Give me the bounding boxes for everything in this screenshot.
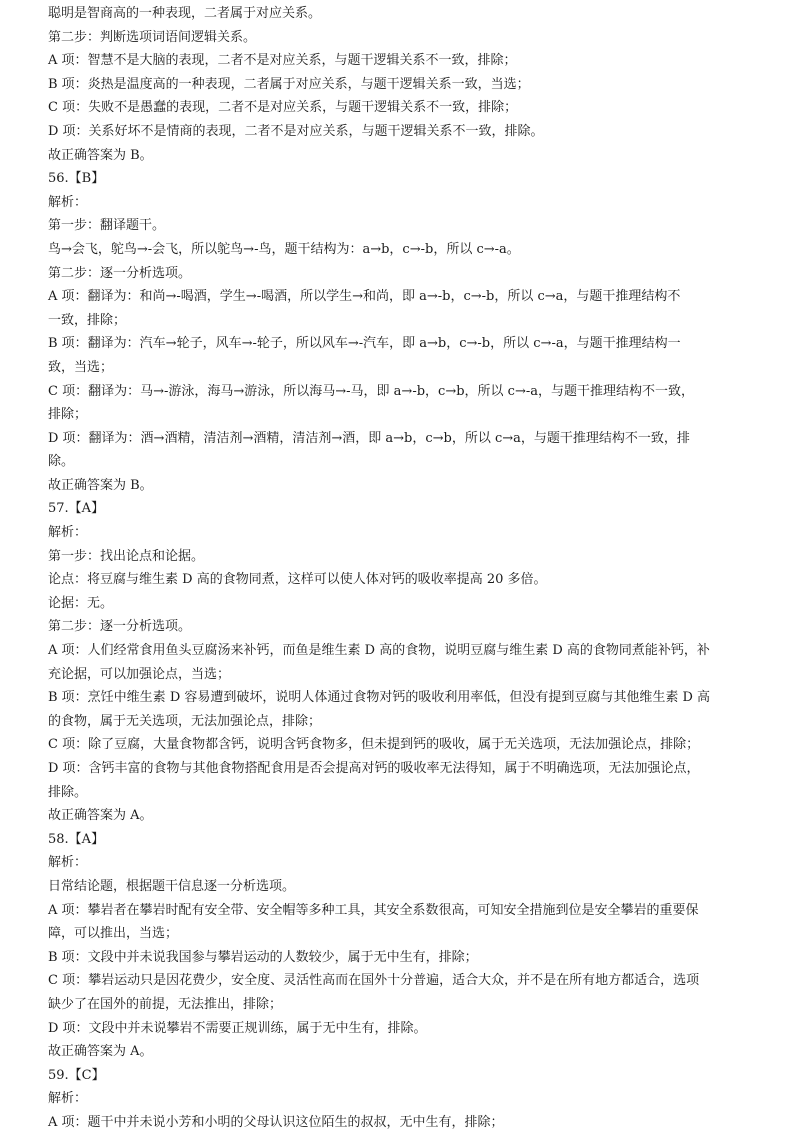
- option-a-continuation: 充论据，可以加强论点，当选；: [48, 666, 231, 682]
- answer-line: 故正确答案为 B。: [48, 147, 153, 163]
- option-c-line: C 项：翻译为：马→-游泳，海马→游泳，所以海马→-马，即 a→-b，c→b，所以 c→-a，与题干推理结构不一致，: [48, 383, 694, 399]
- text-line: 日常结论题，根据题干信息逐一分析选项。: [48, 878, 296, 894]
- option-b-line: B 项：烹饪中维生素 D 容易遭到破坏，说明人体通过食物对钙的吸收利用率低，但没有提到豆腐与其他维生素 D 高: [48, 690, 711, 706]
- text-line: 聪明是智商高的一种表现，二者属于对应关系。: [48, 6, 322, 21]
- option-a-line: A 项：翻译为：和尚→-喝酒，学生→-喝酒，所以学生→和尚，即 a→-b，c→-b，所以 c→a，与题干推理结构不: [48, 289, 681, 305]
- step-heading: 第二步：逐一分析选项。: [48, 619, 192, 635]
- option-a-continuation: 障，可以推出，当选；: [48, 926, 179, 942]
- option-d-line: D 项：含钙丰富的食物与其他食物搭配食用是否会提高对钙的吸收率无法得知，属于不明确选项，无法加强论点，: [48, 761, 700, 776]
- option-d-line: D 项：翻译为：酒→酒精，清洁剂→酒精，清洁剂→酒，即 a→b，c→b，所以 c→a，与题干推理结构不一致，排: [48, 430, 690, 446]
- answer-line: 故正确答案为 A。: [48, 1044, 153, 1060]
- step-heading: 第一步：翻译题干。: [48, 218, 166, 234]
- option-d-line: D 项：文段中并未说攀岩不需要正规训练，属于无中生有，排除。: [48, 1020, 427, 1036]
- option-d-continuation: 除。: [48, 454, 75, 470]
- option-a-line: A 项：人们经常食用鱼头豆腐汤来补钙，而鱼是维生素 D 高的食物，说明豆腐与维生素 D 高的食物同煮能补钙，补: [48, 643, 710, 659]
- answer-line: 故正确答案为 A。: [48, 808, 153, 824]
- option-b-continuation: 致，当选；: [48, 359, 114, 375]
- answer-line: 故正确答案为 B。: [48, 477, 153, 493]
- option-c-continuation: 排除；: [48, 407, 88, 423]
- question-number-57: 57.【A】: [48, 501, 105, 517]
- text-line: 鸟→会飞，鸵鸟→-会飞，所以鸵鸟→-鸟，题干结构为：a→b，c→-b，所以 c→-a。: [48, 241, 520, 257]
- step-heading: 第一步：找出论点和论据。: [48, 548, 205, 564]
- option-b-line: B 项：翻译为：汽车→轮子，风车→-轮子，所以风车→-汽车，即 a→b，c→-b，所以 c→-a，与题干推理结构一: [48, 336, 681, 352]
- analysis-label: 解析：: [48, 855, 88, 871]
- option-a-line: A 项：智慧不是大脑的表现，二者不是对应关系，与题干逻辑关系不一致，排除；: [48, 53, 517, 69]
- option-a-line: A 项：题干中并未说小芳和小明的父母认识这位陌生的叔叔，无中生有，排除；: [48, 1114, 504, 1130]
- question-number-58: 58.【A】: [48, 831, 105, 847]
- document-page: [48, 2, 754, 1135]
- option-b-line: B 项：文段中并未说我国参与攀岩运动的人数较少，属于无中生有，排除；: [48, 949, 478, 965]
- analysis-label: 解析：: [48, 525, 88, 541]
- step-heading: 第二步：逐一分析选项。: [48, 265, 192, 281]
- question-number-56: 56.【B】: [48, 171, 105, 187]
- question-number-59: 59.【C】: [48, 1067, 105, 1083]
- option-c-line: C 项：攀岩运动只是因花费少，安全度、灵活性高而在国外十分普遍，适合大众，并不是在所有地方都适合，选项: [48, 973, 700, 989]
- option-b-line: B 项：炎热是温度高的一种表现，二者属于对应关系，与题干逻辑关系一致，当选；: [48, 76, 530, 92]
- option-c-continuation: 缺少了在国外的前提，无法推出，排除；: [48, 996, 283, 1012]
- evidence-line: 论据：无。: [48, 595, 114, 611]
- argument-line: 论点：将豆腐与维生素 D 高的食物同煮，这样可以使人体对钙的吸收率提高 20 多倍。: [48, 572, 547, 588]
- option-a-continuation: 一致，排除；: [48, 312, 127, 328]
- option-c-line: C 项：失败不是愚蠢的表现，二者不是对应关系，与题干逻辑关系不一致，排除；: [48, 100, 518, 116]
- option-d-line: D 项：关系好坏不是情商的表现，二者不是对应关系，与题干逻辑关系不一致，排除。: [48, 123, 544, 139]
- option-c-line: C 项：除了豆腐，大量食物都含钙，说明含钙食物多，但未提到钙的吸收，属于无关选项，无法加强论点，排除；: [48, 737, 700, 753]
- option-d-continuation: 排除。: [48, 784, 88, 800]
- analysis-label: 解析：: [48, 194, 88, 210]
- option-a-line: A 项：攀岩者在攀岩时配有安全带、安全帽等多种工具，其安全系数很高，可知安全措施到位是安全攀岩的重要保: [48, 902, 699, 918]
- analysis-label: 解析：: [48, 1091, 88, 1107]
- option-b-continuation: 的食物，属于无关选项，无法加强论点，排除；: [48, 713, 322, 729]
- step-heading: 第二步：判断选项词语间逻辑关系。: [48, 29, 257, 45]
